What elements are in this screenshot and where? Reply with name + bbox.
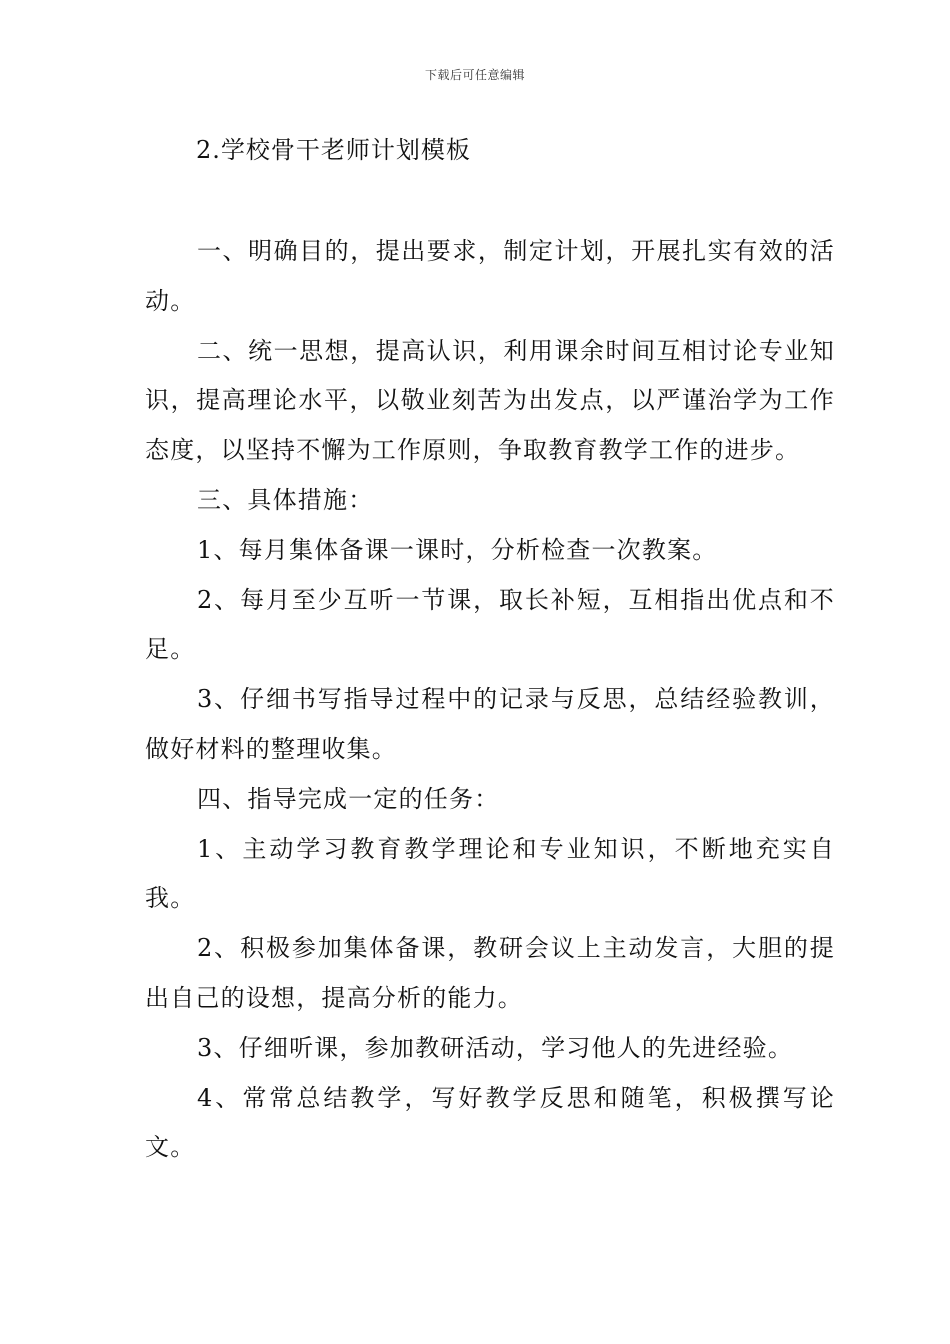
paragraph-measures-heading: 三、具体措施：	[197, 485, 374, 514]
paragraph-goal: 一、明确目的，提出要求，制定计划，开展扎实有效的活动。	[145, 237, 835, 315]
paragraph-tasks-heading: 四、指导完成一定的任务：	[197, 784, 500, 813]
paragraph-thought: 二、统一思想，提高认识，利用课余时间互相讨论专业知识，提高理论水平，以敬业刻苦为出发点，以严谨治学为工作态度，以坚持不懈为工作原则，争取教育教学工作的进步。	[145, 336, 835, 465]
document-title: 2.学校骨干老师计划模板	[196, 136, 471, 164]
page-header: 下载后可任意编辑	[424, 68, 525, 82]
paragraph-task-1: 1、主动学习教育教学理论和专业知识，不断地充实自我。	[145, 834, 835, 913]
paragraph-measure-1: 1、每月集体备课一课时，分析检查一次教案。	[197, 535, 718, 564]
document-body	[145, 227, 835, 1173]
paragraph-task-4: 4、常常总结教学，写好教学反思和随笔，积极撰写论文。	[145, 1083, 835, 1162]
paragraph-measure-3: 3、仔细书写指导过程中的记录与反思，总结经验教训，做好材料的整理收集。	[145, 685, 835, 763]
paragraph-task-2: 2、积极参加集体备课，教研会议上主动发言，大胆的提出自己的设想，提高分析的能力。	[145, 934, 835, 1012]
paragraph-task-3: 3、仔细听课，参加教研活动，学习他人的先进经验。	[197, 1033, 794, 1062]
paragraph-measure-2: 2、每月至少互听一节课，取长补短，互相指出优点和不足。	[145, 585, 835, 664]
